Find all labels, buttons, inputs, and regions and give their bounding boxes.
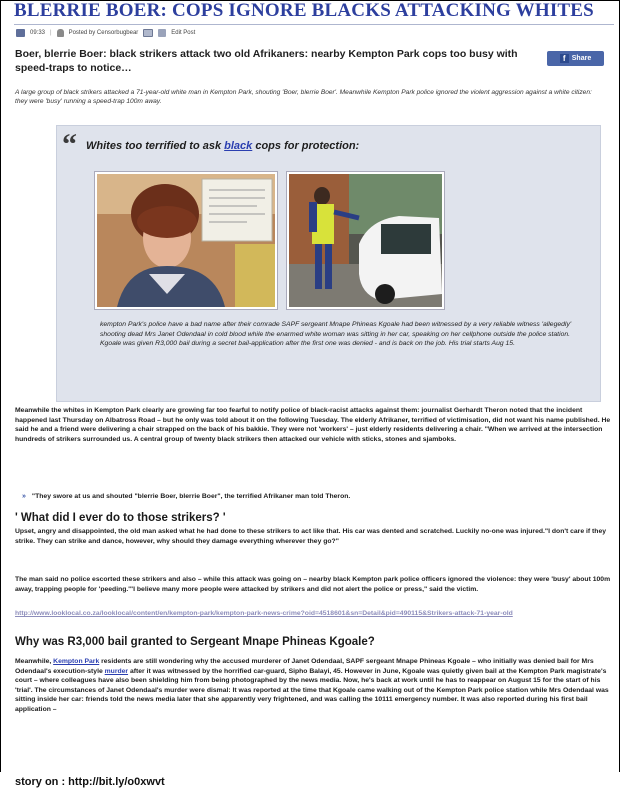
police-photo-image [289, 174, 442, 307]
article-subtitle: A large group of black strikers attacked a 71-year-old white man in Kempton Park, shouting 'Boer, blerrie Boer'. Meanwhile Kempton Park police ignored the violent aggression against a white citizen: they were 'busy' running a speed-trap 100m away. [15, 89, 592, 105]
source-link[interactable]: http://www.looklocal.co.za/looklocal/content/en/kempton-park/kempton-park-news-crime?oid=4518601&sn=Detail&pid=490115&Strikers-attack-71-year-old [15, 610, 513, 617]
title-divider [14, 24, 614, 25]
quote-prefix: Whites too terrified to ask [86, 140, 225, 152]
pull-quote [22, 492, 602, 501]
photo-caption: kempton Park's police have a bad name after their comrade SAPF sergeant Mnape Phineas Kgoale had been witnessed by a very reliable witness 'allegedly' shooting dead Mrs Janet Odendaal in cold blood while the enarmed white woman was sitting in her car, speaking on her cellphone outside the police station. Kgoale was given R3,000 bail during a secret bail-application after the first one was denied - and is back on the job. His trial starts Aug 15. [100, 321, 572, 347]
article-title[interactable]: BLERRIE BOER: COPS IGNORE BLACKS ATTACKING WHITES [14, 0, 594, 21]
body-paragraph-1: Meanwhile the whites in Kempton Park clearly are growing far too fearful to notify police of black-racist attacks against them: journalist Gerhardt Theron noted that the incident happened last Thursday on Albatross Road – but he only was told about it on the following Tuesday. The elderly Afrikaner, terrified of victimisation, did not want his name published. He said he and a friend were delivering a chair strapped on the back of his bakkie. They were not 'workers' – just elderly residents delivering a chair. "When we arrived at the intersection hundreds of strikers surrounded us. A central group of twenty black strikers then attacked our vehicle with sticks, stones and sjamboks. [15, 407, 611, 443]
calendar-icon [16, 29, 25, 37]
edit-icon[interactable] [158, 29, 166, 37]
kempton-park-link[interactable]: Kempton Park [53, 658, 100, 665]
article-headline: Boer, blerrie Boer: black strikers attack two old Afrikaners: nearby Kempton Park cops too busy with speed-traps to notice… [15, 48, 518, 74]
para4-text-c: after it was witnessed by the horrified car-guard, Sipho Balayi, 45. However in June, Kgoale was quietly given bail at the Kempton Park magistrate's court – where colleagues have also been shielding him from being photographed by the news media. Now, he's back at work until he has to reappear on August 15 for the start of his 'trial'. The circumstances of Janet Odendaal's murder were dismal: It was reported at the time that Kgoale came walking out of the Kempton Park police station while Mrs Odendaal was sitting inside her car: friends told the news media later that she apparently very frightened, and was calling the 10111 emergency number. It was also reported during his first bail application – [15, 667, 609, 713]
post-time: 09:33 [30, 30, 46, 36]
pull-quote-text: "They swore at us and shouted "blerrie Boer, blerrie Boer", the terrified Afrikaner man told Theron. [31, 493, 351, 500]
post-meta [16, 26, 195, 40]
author-icon [57, 29, 64, 37]
facebook-icon: f [560, 54, 569, 63]
victim-photo-image [97, 174, 275, 307]
para4-text-b: residents are still wondering why the accused murderer of Janet Odendaal, SAPF sergeant Mnape Phineas Kgoale – who initially was denied bail for Mrs Odendaal's execution-style [15, 658, 594, 675]
body-paragraph-3: The man said no police escorted these strikers and also – while this attack was going on – nearby black Kempton park police officers ignored the violence: they were 'busy' about 100m away, trapping people for 'peeding.'"I believe many more people were attacked by strikers and did not alert the police or press," said the victim. [15, 576, 611, 593]
body-paragraph-4 [15, 657, 611, 715]
police-photo [287, 172, 444, 309]
bullet-chevron-icon: » [22, 493, 26, 500]
subheading-bail: Why was R3,000 bail granted to Sergeant Mnape Phineas Kgoale? [15, 636, 375, 648]
para4-text-a: Meanwhile, [15, 658, 54, 665]
share-label: Share [571, 55, 592, 62]
quote-suffix: cops for protection: [252, 140, 360, 152]
edit-post-link[interactable]: Edit Post [171, 30, 196, 36]
murder-link[interactable]: murder [104, 667, 129, 675]
post-author[interactable]: Posted by Censorbugbear [68, 30, 139, 36]
quote-title [86, 140, 359, 152]
quote-link[interactable]: black [224, 140, 253, 152]
facebook-share-button[interactable] [547, 51, 604, 66]
email-icon[interactable] [143, 29, 153, 37]
body-paragraph-2: Upset, angry and disappointed, the old man asked what he had done to these strikers to act like that. His car was dented and scratched. Luckily no-one was injured."I don't care if they strike. They can strike and dance, however, why should they damage everything wherever they go?" [15, 528, 607, 545]
meta-separator: | [50, 30, 52, 36]
subheading-strikers: ' What did I ever do to those strikers? ' [15, 512, 226, 524]
quote-mark-icon: “ [62, 128, 77, 161]
story-link[interactable]: story on : http://bit.ly/o0xwvt [15, 776, 165, 788]
victim-photo [95, 172, 277, 309]
